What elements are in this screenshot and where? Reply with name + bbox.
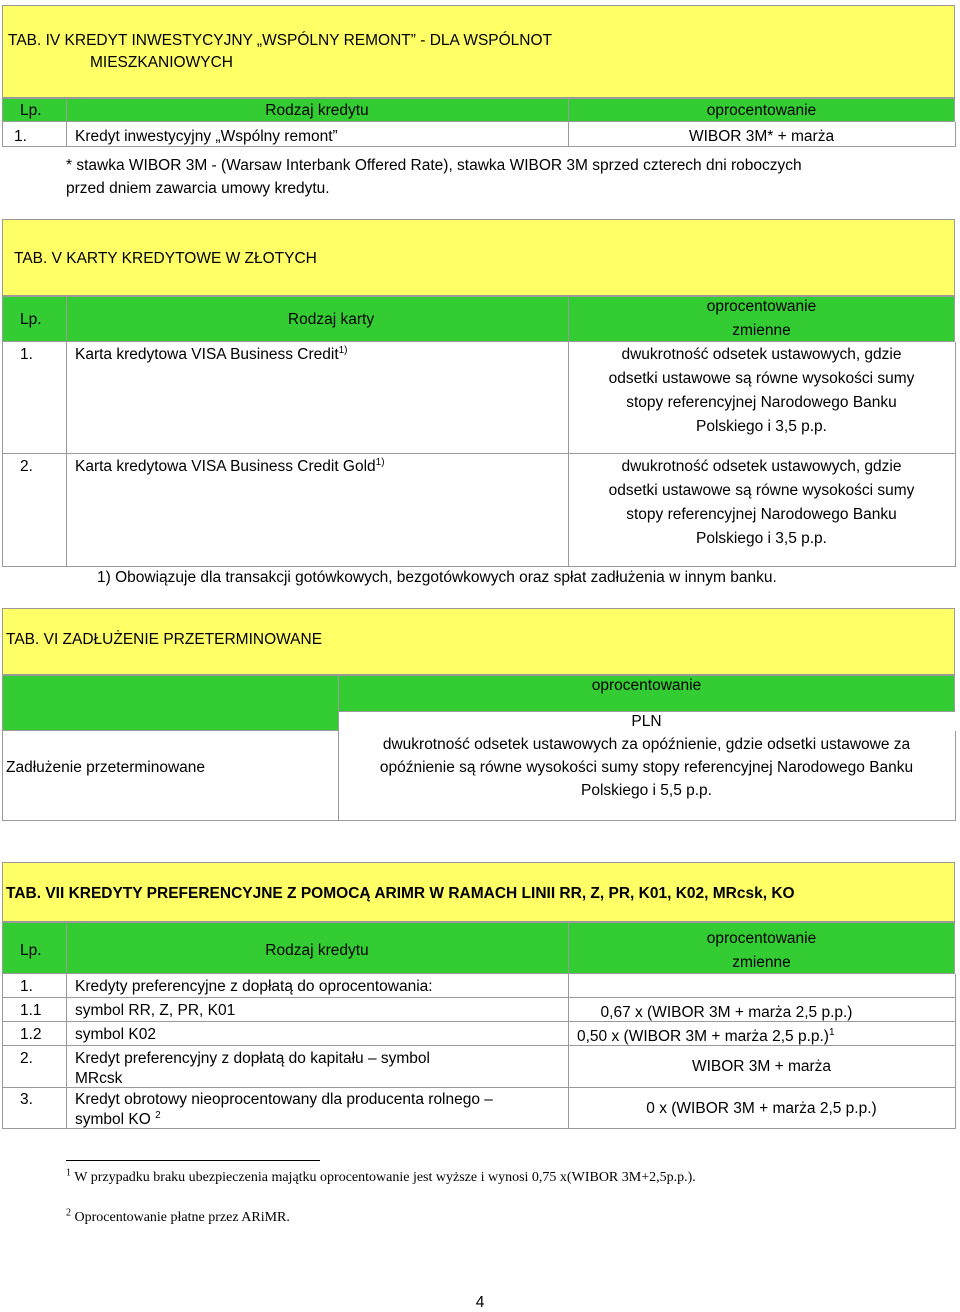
tab7-row2-rate: WIBOR 3M + marża (691, 1058, 832, 1075)
tab5-header-oproc: oprocentowanie (706, 298, 817, 315)
tab5-row1-rate-l4: Polskiego i 3,5 p.p. (696, 418, 827, 435)
tab5-row2-name: Karta kredytowa VISA Business Credit Gold$^{1)}$ (75, 456, 385, 475)
tab7-header-oproc: oprocentowanie (706, 930, 817, 947)
tab7-row12-num: 1.2 (20, 1026, 42, 1043)
tab7-header-zmienne: zmienne (732, 954, 791, 971)
tab5-row2-rate-l3: stopy referencyjnej Narodowego Banku (626, 506, 897, 523)
tab4-row-name: Kredyt inwestycyjny „Wspólny remont” (75, 128, 338, 145)
tab4-row-num: 1. (14, 128, 27, 145)
tab7-row11-name: symbol RR, Z, PR, K01 (75, 1002, 236, 1019)
footnote-separator (66, 1160, 320, 1161)
tab4-note-line2: przed dniem zawarcia umowy kredytu. (66, 180, 330, 197)
tab4-row-rate: WIBOR 3M* + marża (688, 128, 835, 145)
footnote-2: $^2$ Oprocentowanie płatne przez ARiMR. (66, 1207, 290, 1225)
tab7-row3-num: 3. (20, 1091, 33, 1108)
tab4-title-bar (2, 5, 955, 98)
tab4-header-lp: Lp. (20, 102, 42, 119)
tab5-row1-rate-l3: stopy referencyjnej Narodowego Banku (626, 394, 897, 411)
tab5-row1-num: 1. (20, 346, 33, 363)
tab7-row2-name-l2: MRcsk (75, 1070, 123, 1087)
tab5-row1-rate-l2: odsetki ustawowe są równe wysokości sumy (608, 370, 915, 387)
tab5-header-zmienne: zmienne (732, 322, 791, 339)
tab7-row1-name: Kredyty preferencyjne z dopłatą do oprocentowania: (75, 978, 433, 995)
tab5-row2-rate-l4: Polskiego i 3,5 p.p. (696, 530, 827, 547)
tab7-header-lp: Lp. (20, 942, 42, 959)
tab4-header-oproc: oprocentowanie (706, 102, 817, 119)
tab7-row11-rate: 0,67 x (WIBOR 3M + marża 2,5 p.p.) (600, 1004, 853, 1021)
tab7-row11-num: 1.1 (20, 1002, 42, 1019)
tab7-row3-rate: 0 x (WIBOR 3M + marża 2,5 p.p.) (646, 1100, 877, 1117)
footnote-1: $^1$ W przypadku braku ubezpieczenia majątku oprocentowanie jest wyższe i wynosi 0,75 x(WIBOR 3M+2,5p.p.). (66, 1167, 696, 1185)
tab5-row2-rate-l2: odsetki ustawowe są równe wysokości sumy (608, 482, 915, 499)
tab5-title: TAB. V KARTY KREDYTOWE W ZŁOTYCH (14, 250, 317, 267)
tab7-header-rodzaj: Rodzaj kredytu (265, 942, 369, 959)
tab4-title-line1: TAB. IV KREDYT INWESTYCYJNY „WSPÓLNY REMONT” - DLA WSPÓLNOT (8, 32, 553, 49)
tab5-row2-rate-l1: dwukrotność odsetek ustawowych, gdzie (621, 458, 902, 475)
tab5-row1-name: Karta kredytowa VISA Business Credit$^{1)}$ (75, 344, 348, 363)
tab6-header-oproc: oprocentowanie (591, 677, 702, 694)
tab5-row2-num: 2. (20, 458, 33, 475)
tab7-row2-num: 2. (20, 1050, 33, 1067)
tab7-row1-num: 1. (20, 978, 33, 995)
tab4-note-line1: * stawka WIBOR 3M - (Warsaw Interbank Offered Rate), stawka WIBOR 3M sprzed czterech dni roboczych (66, 157, 802, 174)
page-number: 4 (475, 1294, 485, 1311)
tab5-footnote: 1) Obowiązuje dla transakcji gotówkowych, bezgotówkowych oraz spłat zadłużenia w innym banku. (97, 569, 777, 586)
tab4-title-line2: MIESZKANIOWYCH (90, 54, 233, 71)
tab6-rate-l1: dwukrotność odsetek ustawowych za opóźnienie, gdzie odsetki ustawowe za (382, 736, 911, 753)
tab7-row3-name-l1: Kredyt obrotowy nieoprocentowany dla producenta rolnego – (75, 1091, 493, 1108)
tab5-header-lp: Lp. (20, 311, 42, 328)
tab7-row3-name-l2: symbol KO $^2$ (75, 1109, 161, 1128)
tab6-rate-l3: Polskiego i 5,5 p.p. (581, 782, 712, 799)
tab7-row12-rate: 0,50 x (WIBOR 3M + marża 2,5 p.p.)$^1$ (577, 1026, 835, 1045)
tab6-rate-l2: opóźnienie są równe wysokości sumy stopy referencyjnej Narodowego Banku (379, 759, 914, 776)
tab7-row2-name-l1: Kredyt preferencyjny z dopłatą do kapitału – symbol (75, 1050, 430, 1067)
tab6-header-pln: PLN (631, 713, 662, 730)
tab5-header-rodzaj: Rodzaj karty (287, 311, 375, 328)
tab6-row-label: Zadłużenie przeterminowane (6, 759, 206, 776)
tab4-header-rodzaj: Rodzaj kredytu (265, 102, 369, 119)
tab6-title: TAB. VI ZADŁUŻENIE PRZETERMINOWANE (6, 631, 323, 648)
tab5-row1-rate-l1: dwukrotność odsetek ustawowych, gdzie (621, 346, 902, 363)
tab7-row12-name: symbol K02 (75, 1026, 156, 1043)
tab7-title: TAB. VII KREDYTY PREFERENCYJNE Z POMOCĄ ARIMR W RAMACH LINII RR, Z, PR, K01, K02, MRcsk, KO (6, 885, 795, 902)
